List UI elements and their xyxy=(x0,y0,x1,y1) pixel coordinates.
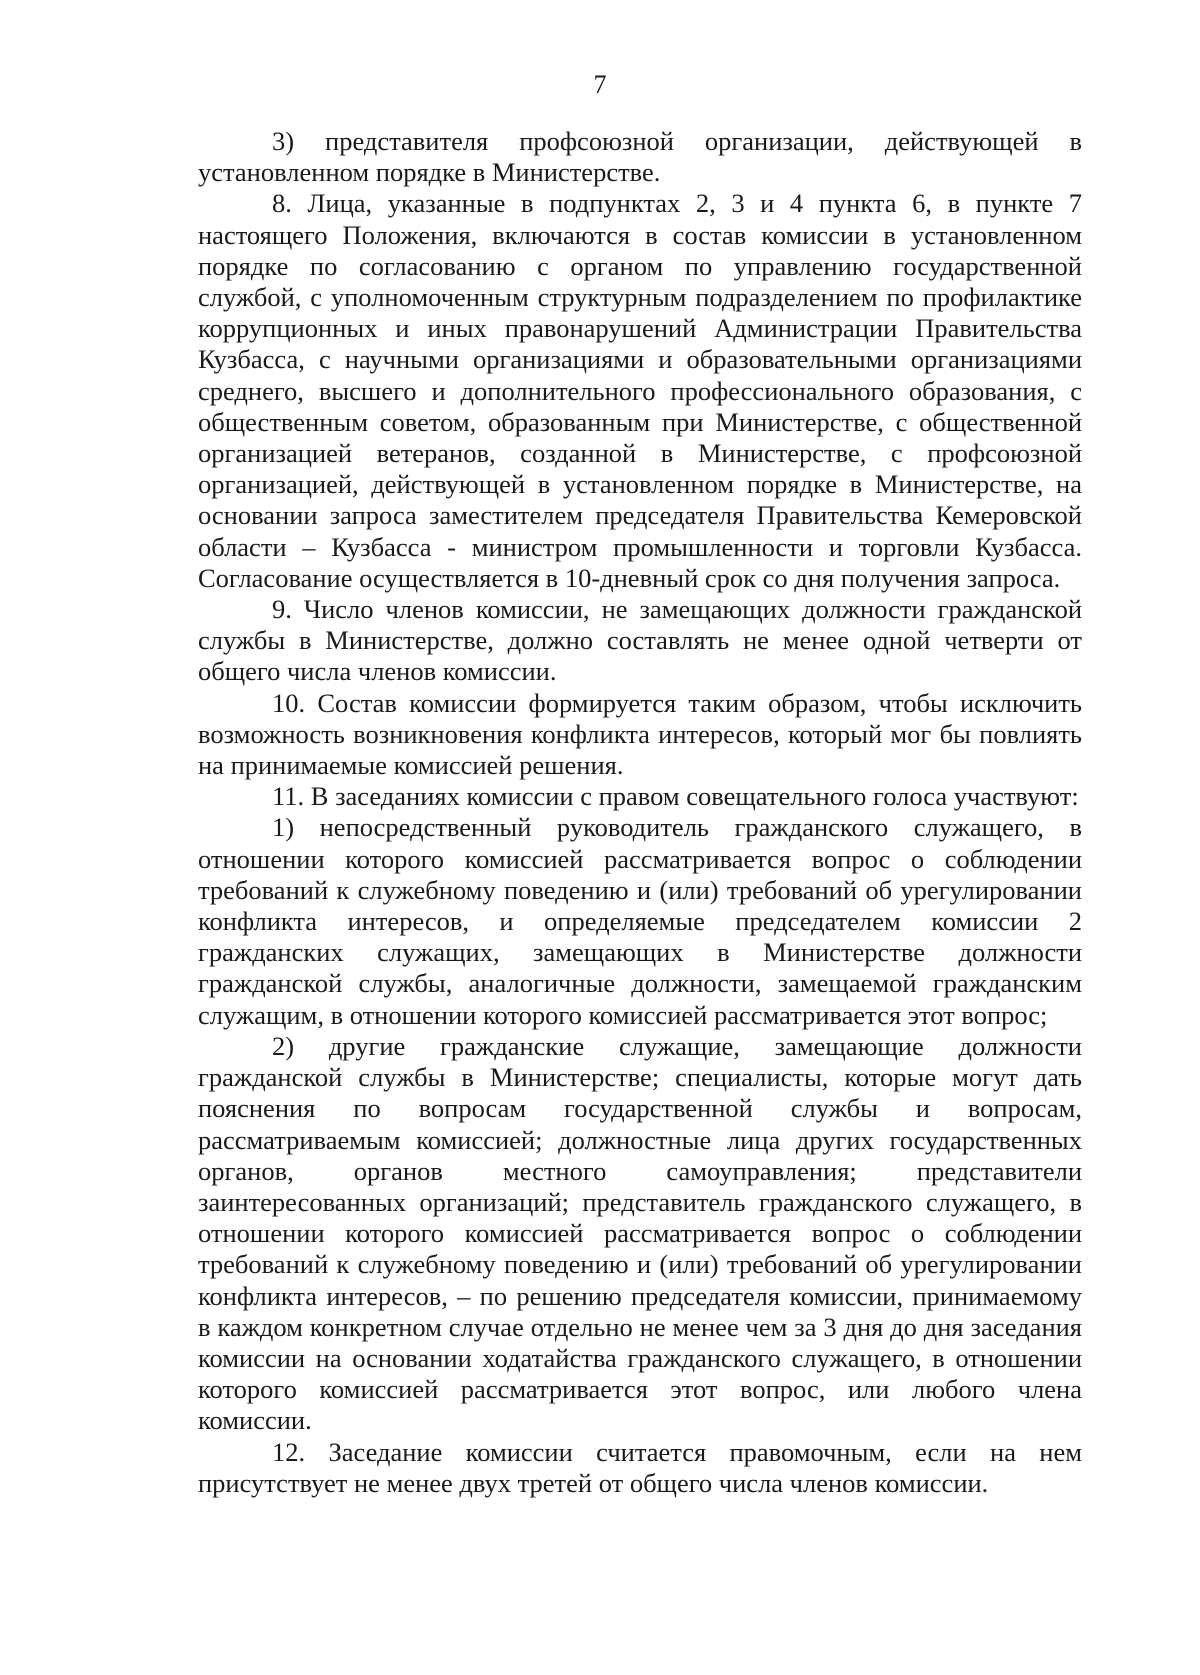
paragraph-subitem-3-trade-union: 3) представителя профсоюзной организации, действующей в установленном порядке в Министерстве. xyxy=(198,126,1082,188)
paragraph-11-subitem-1: 1) непосредственный руководитель гражданского служащего, в отношении которого комиссией рассматривается вопрос о соблюдении требований к служебному поведению и (или) требований об урегулировании конфликта интересов, и определяемые председателем комиссии 2 гражданских служащих, замещающих в Министерстве должности гражданской службы, аналогичные должности, замещаемой гражданским служащим, в отношении которого комиссией рассматривается этот вопрос; xyxy=(198,812,1082,1030)
paragraph-11-subitem-2: 2) другие гражданские служащие, замещающие должности гражданской службы в Министерстве; специалисты, которые могут дать пояснения по вопросам государственной службы и вопросам, рассматриваемым комиссией; должностные лица других государственных органов, органов местного самоуправления; представители заинтересованных организаций; представитель гражданского служащего, в отношении которого комиссией рассматривается вопрос о соблюдении требований к служебному поведению и (или) требований об урегулировании конфликта интересов, – по решению председателя комиссии, принимаемому в каждом конкретном случае отдельно не менее чем за 3 дня до дня заседания комиссии на основании ходатайства гражданского служащего, в отношении которого комиссией рассматривается этот вопрос, или любого члена комиссии. xyxy=(198,1030,1082,1436)
paragraph-10-conflict-of-interest: 10. Состав комиссии формируется таким образом, чтобы исключить возможность возникновения конфликта интересов, который мог бы повлиять на принимаемые комиссией решения. xyxy=(198,687,1082,781)
paragraph-12-quorum: 12. Заседание комиссии считается правомочным, если на нем присутствует не менее двух третей от общего числа членов комиссии. xyxy=(198,1436,1082,1498)
document-body xyxy=(198,126,1082,1499)
paragraph-11-advisory-participants: 11. В заседаниях комиссии с правом совещательного голоса участвуют: xyxy=(272,781,1079,812)
page-number: 7 xyxy=(593,70,607,99)
paragraph-8-approval-of-members: 8. Лица, указанные в подпунктах 2, 3 и 4 пункта 6, в пункте 7 настоящего Положения, включаются в состав комиссии в установленном порядке по согласованию с органом по управлению государственной службой, с уполномоченным структурным подразделением по профилактике коррупционных и иных правонарушений Администрации Правительства Кузбасса, с научными организациями и образовательными организациями среднего, высшего и дополнительного профессионального образования, с общественным советом, образованным при Министерстве, с общественной организацией ветеранов, созданной в Министерстве, с профсоюзной организацией, действующей в установленном порядке в Министерстве, на основании запроса заместителем председателя Правительства Кемеровской области – Кузбасса - министром промышленности и торговли Кузбасса. Согласование осуществляется в 10-дневный срок со дня получения запроса. xyxy=(198,188,1082,593)
paragraph-9-member-share: 9. Число членов комиссии, не замещающих должности гражданской службы в Министерстве, должно составлять не менее одной четверти от общего числа членов комиссии. xyxy=(198,594,1082,687)
